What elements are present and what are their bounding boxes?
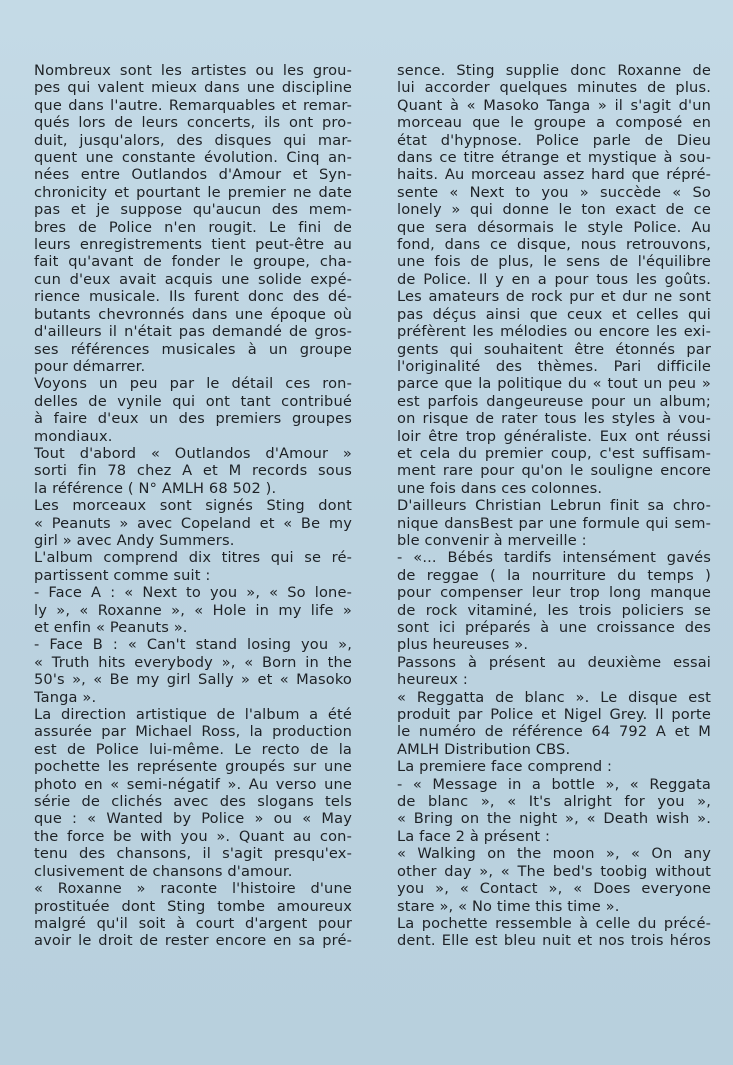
text-line: une fois dans ces colonnes. [397, 479, 603, 497]
text-line: dans ce titre étrange et mystique à sou- [397, 149, 711, 167]
text-line: Passons à présent au deuxième essai [397, 653, 711, 671]
text-line: sont ici préparés à une croissance des [397, 619, 711, 636]
text-line: Voyons un peu par le détail ces ron- [34, 375, 352, 393]
text-line: « Bring on the night », « Death wish ». [397, 810, 711, 828]
text-line: pour démarrer. [34, 357, 146, 375]
text-line: pas et je suppose qu'aucun des mem- [34, 201, 352, 219]
text-line: nées entre Outlandos d'Amour et Syn- [34, 166, 352, 184]
text-line: ses références musicales à un groupe [34, 340, 352, 358]
text-line: de Police. Il y en a pour tous les goûts. [397, 270, 711, 288]
text-line: prostituée dont Sting tombe amoureux [34, 897, 352, 915]
text-line: nique dansBest par une formule qui sem- [397, 514, 711, 532]
text-line: bres de Police n'en rougit. Le fini de [34, 218, 352, 236]
text-line: Les morceaux sont signés Sting dont [34, 497, 352, 515]
text-line: et enfin « Peanuts ». [34, 619, 188, 636]
text-line: état d'hypnose. Police parle de Dieu [397, 131, 711, 149]
text-line: sorti fin 78 chez A et M records sous [34, 462, 352, 480]
text-line: La face 2 à présent : [397, 827, 551, 845]
text-line: La pochette ressemble à celle du précé- [397, 914, 711, 932]
text-line: partissent comme suit : [34, 566, 211, 584]
text-line: gents qui souhaitent être étonnés par [397, 340, 711, 358]
text-line: et cela du premier coup, c'est suffisam- [397, 444, 711, 462]
text-line: pes qui valent mieux dans une discipline [34, 79, 352, 97]
text-line: pas déçus ainsi que ceux et celles qui [397, 305, 711, 323]
text-line: que sera désormais le style Police. Au [397, 218, 711, 236]
text-line: parce que la politique du « tout un peu » [397, 375, 711, 393]
text-line: loir être trop généraliste. Eux ont réussi [397, 427, 711, 445]
text-line: - Face B : « Can't stand losing you », [34, 636, 352, 654]
text-line: lui accorder quelques minutes de plus. [397, 79, 711, 97]
text-line: assurée par Michael Ross, la production [34, 723, 352, 741]
text-line: avoir le droit de rester encore en sa pré- [34, 932, 352, 950]
text-line: sence. Sting supplie donc Roxanne de [397, 62, 711, 79]
text-line: « Roxanne » raconte l'histoire d'une [34, 880, 352, 898]
text-line: La direction artistique de l'album a été [34, 706, 352, 724]
text-line: que dans l'autre. Remarquables et remar- [34, 96, 352, 114]
text-line: qués lors de leurs concerts, ils ont pro- [34, 114, 352, 132]
text-line: haits. Au morceau assez hard que répré- [397, 166, 711, 184]
text-line: une fois de plus, le sens de l'équilibre [397, 253, 711, 271]
text-line: Quant à « Masoko Tanga » il s'agit d'un [397, 96, 711, 114]
text-line: - «... Bébés tardifs intensément gavés [397, 549, 711, 567]
text-line: ly », « Roxanne », « Hole in my life » [34, 601, 352, 619]
text-line: préfèrent les mélodies ou encore les exi- [397, 323, 711, 341]
text-line: tenu des chansons, il s'agit presqu'ex- [34, 845, 352, 863]
text-line: chronicity et pourtant le premier ne date [34, 183, 352, 201]
text-line: ment rare pour qu'on le souligne encore [397, 462, 711, 480]
text-line: leurs enregistrements tient peut-être au [34, 236, 352, 254]
text-line: d'ailleurs il n'était pas demandé de gros- [34, 323, 352, 341]
text-line: malgré qu'il soit à court d'argent pour [34, 914, 352, 932]
text-line: cun d'eux avait acquis une solide expé- [34, 270, 352, 288]
text-line: - Face A : « Next to you », « So lone- [34, 584, 352, 602]
text-line: butants chevronnés dans une époque où [34, 305, 352, 323]
text-line: Nombreux sont les artistes ou les grou- [34, 62, 352, 79]
text-line: heureux : [397, 671, 468, 689]
text-line: AMLH Distribution CBS. [397, 740, 571, 758]
text-line: stare », « No time this time ». [397, 897, 620, 915]
text-line: est de Police lui-même. Le recto de la [34, 740, 352, 758]
text-line: pour compenser leur trop long manque [397, 584, 711, 602]
text-line: de reggae ( la nourriture du temps ) [397, 566, 711, 584]
text-line: the force be with you ». Quant au con- [34, 827, 352, 845]
text-line: produit par Police et Nigel Grey. Il porte [397, 706, 711, 724]
text-line: à faire d'eux un des premiers groupes [34, 410, 352, 428]
text-line: de rock vitaminé, les trois policiers se [397, 601, 711, 619]
text-line: you », « Contact », « Does everyone [397, 880, 711, 898]
text-line: fond, dans ce disque, nous retrouvons, [397, 236, 711, 254]
text-line: other day », « The bed's toobig without [397, 862, 711, 880]
text-line: rience musicale. Ils furent donc des dé- [34, 288, 352, 306]
text-line: série de clichés avec des slogans tels [34, 793, 352, 811]
text-line: D'ailleurs Christian Lebrun finit sa chro- [397, 497, 711, 515]
text-line: plus heureuses ». [397, 636, 529, 654]
text-line: delles de vynile qui ont tant contribué [34, 392, 352, 410]
text-line: « Truth hits everybody », « Born in the [34, 653, 352, 671]
text-line: morceau que le groupe a composé en [397, 114, 711, 132]
text-line: que : « Wanted by Police » ou « May [34, 810, 352, 828]
text-line: quent une constante évolution. Cinq an- [34, 149, 352, 167]
text-line: dent. Elle est bleu nuit et nos trois héros [397, 932, 711, 950]
text-line: ble convenir à merveille : [397, 531, 587, 549]
text-line: Tout d'abord « Outlandos d'Amour » [34, 444, 352, 462]
text-line: lonely » qui donne le ton exact de ce [397, 201, 711, 219]
text-line: clusivement de chansons d'amour. [34, 862, 293, 880]
text-line: « Peanuts » avec Copeland et « Be my [34, 514, 352, 532]
text-line: - « Message in a bottle », « Reggata [397, 775, 711, 793]
text-line: la référence ( N° AMLH 68 502 ). [34, 479, 277, 497]
text-line: girl » avec Andy Summers. [34, 531, 235, 549]
text-line: de blanc », « It's alright for you », [397, 793, 711, 811]
text-line: L'album comprend dix titres qui se ré- [34, 549, 352, 567]
text-line: Tanga ». [34, 688, 97, 706]
text-line: mondiaux. [34, 427, 113, 445]
text-line: sente « Next to you » succède « So [397, 183, 711, 201]
text-line: est parfois dangeureuse pour un album; [397, 392, 711, 410]
text-line: « Reggatta de blanc ». Le disque est [397, 688, 711, 706]
text-line: « Walking on the moon », « On any [397, 845, 711, 863]
left-text-column [34, 62, 352, 950]
text-line: on risque de rater tous les styles à vou- [397, 410, 711, 428]
text-line: pochette les représente groupés sur une [34, 758, 352, 776]
text-line: Les amateurs de rock pur et dur ne sont [397, 288, 711, 306]
text-line: fait qu'avant de fonder le groupe, cha- [34, 253, 352, 271]
text-line: le numéro de référence 64 792 A et M [397, 723, 711, 741]
text-line: l'originalité des thèmes. Pari difficile [397, 357, 711, 375]
text-line: photo en « semi-négatif ». Au verso une [34, 775, 352, 793]
text-line: duit, jusqu'alors, des disques qui mar- [34, 131, 352, 149]
text-line: 50's », « Be my girl Sally » et « Masoko [34, 671, 352, 689]
right-text-column [397, 62, 711, 950]
text-line: La premiere face comprend : [397, 758, 613, 776]
